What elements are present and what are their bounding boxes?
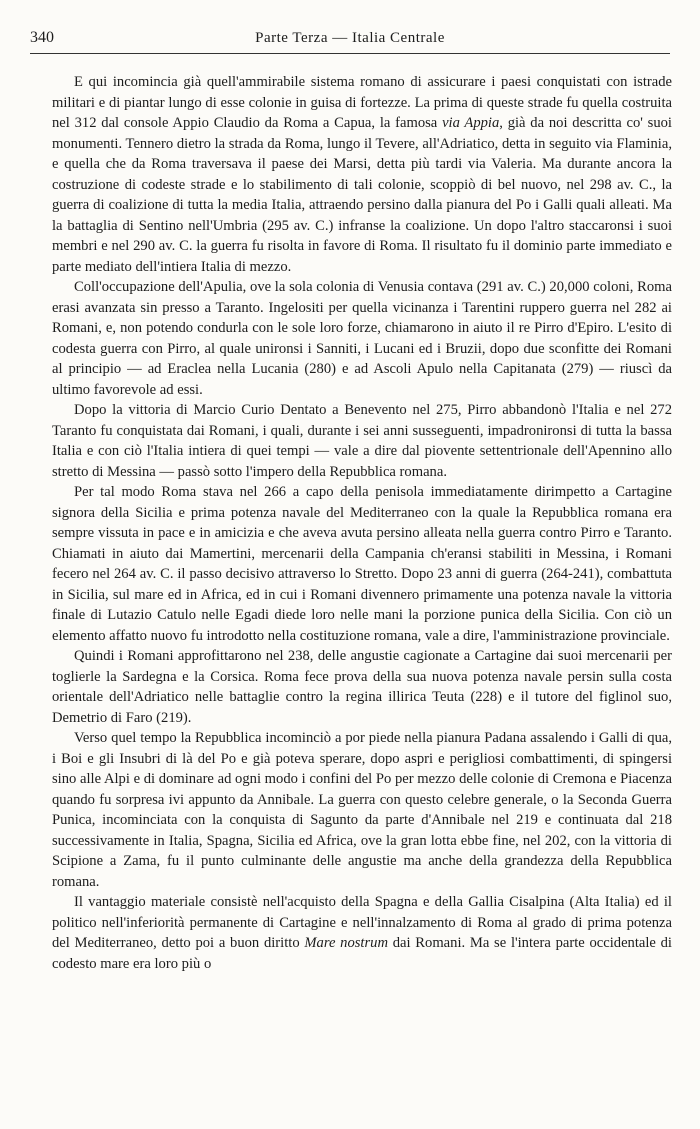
paragraph: Quindi i Romani approfittarono nel 238, delle angustie cagionate a Cartagine dai suoi mercenarii per toglierle la Sardegna e la Corsica. Roma fece prova della sua nuova potenza navale persin sulla costa orientale dell'Adriatico nelle battaglie contro la regina illirica Teuta (228) e il tutore del figlinol suo, Demetrio di Faro (219). — [52, 648, 672, 726]
page-number: 340 — [30, 29, 54, 46]
page-header — [30, 27, 670, 54]
page-body — [52, 72, 672, 974]
paragraph: Verso quel tempo la Repubblica incominciò a por piede nella pianura Padana assalendo i Galli di qua, i Boi e gli Insubri di là del Po e già poteva sperare, dopo aspri e perigliosi combattimenti, di spingersi sino alle Alpi e di dominare ad ogni modo i confini del Po per mezzo delle colonie di Cremona e Piacenza quando fu sorpresa ivi appunto da Annibale. La guerra con questo celebre generale, o la Seconda Guerra Punica, incominciata con la conquista di Sagunto da parte d'Annibale nel 219 e continuata dal 218 successivamente in Italia, Spagna, Sicilia ed Africa, ove la gran lotta ebbe fine, nel 202, con la vittoria di Scipione a Zama, fu il punto culminante delle angustie ma anche della grandezza della Repubblica romana. — [52, 730, 672, 890]
emphasis: Mare nostrum — [304, 935, 388, 951]
paragraph: E qui incomincia già quell'ammirabile sistema romano di assicurare i paesi conquistati con istrade militari e di piantar lungo di esse colonie in guisa di fortezze. La prima di queste strade fu quella costruita nel 312 dal console Appio Claudio da Roma a Capua, la famosa via Appia, già da noi descritta co' suoi monumenti. Tennero dietro la strada da Roma, lungo il Tevere, all'Adriatico, detta in seguito via Flaminia, e quella che da Roma traversava il paese dei Marsi, detta più tardi via Valeria. Ma durante ancora la costruzione di codeste strade e lo stabilimento di tali colonie, scoppiò di bel nuovo, nel 298 av. C., la guerra di coalizione di tutta la media Italia, attraendo persino dalla pianura del Po i Galli quali alleati. Ma la battaglia di Sentino nell'Umbria (295 av. C.) infranse la coalizione. Un dopo l'altro staccaronsi i suoi membri e nel 290 av. C. la guerra fu risolta in favore di Roma. Il risultato fu il dominio parte immediato e parte mediato dell'intiera Italia di mezzo. — [52, 74, 672, 275]
paragraph: Il vantaggio materiale consistè nell'acquisto della Spagna e della Gallia Cisalpina (Alta Italia) ed il politico nell'inferiorità permanente di Cartagine e nell'innalzamento di Roma al grado di prima potenza del Mediterraneo, detto poi a buon diritto Mare nostrum dai Romani. Ma se l'intera parte occidentale di codesto mare era loro più o — [52, 894, 672, 972]
running-title: Parte Terza — Italia Centrale — [255, 30, 445, 46]
paragraph: Per tal modo Roma stava nel 266 a capo della penisola immediatamente dirimpetto a Cartagine signora della Sicilia e prima potenza navale del Mediterraneo con la quale la Repubblica romana era sempre vissuta in pace e in amicizia e che aveva avuta persino alleata nella guerra contro Pirro e Taranto. Chiamati in aiuto dai Mamertini, mercenarii della Campania ch'eransi stabiliti in Messina, i Romani fecero nel 264 av. C. il passo decisivo attraverso lo Stretto. Dopo 23 anni di guerra (264-241), combattuta in Sicilia, sul mare ed in Africa, ed in cui i Romani divennero primamente una potenza navale la vittoria finale di Lutazio Catulo nelle Egadi diede loro nelle mani la porzione punica della Sicilia. Con ciò un elemento affatto nuovo fu introdotto nella costituzione romana, vale a dire, l'amministrazione provinciale. — [52, 484, 672, 644]
paragraph: Coll'occupazione dell'Apulia, ove la sola colonia di Venusia contava (291 av. C.) 20,000 coloni, Roma erasi avanzata sin presso a Taranto. Ingelositi per quella vicinanza i Tarentini ruppero guerra nel 282 ai Romani, e, non potendo condurla con le sole loro forze, chiamarono in aiuto il re Pirro d'Epiro. L'esito di codesta guerra con Pirro, al quale unironsi i Sanniti, i Lucani ed i Bruzii, dopo due sconfitte dei Romani al principio — ad Eraclea nella Lucania (280) e ad Ascoli Apulo nella Capitanata (279) — riuscì da ultimo favorevole ad essi. — [52, 279, 672, 398]
emphasis: via Appia — [442, 115, 500, 131]
paragraph: Dopo la vittoria di Marcio Curio Dentato a Benevento nel 275, Pirro abbandonò l'Italia e nel 272 Taranto fu conquistata dai Romani, i quali, durante i sei anni susseguenti, impadronironsi di tutta la bassa Italia e con ciò l'Italia intiera di quei tempi — vale a dire dal piovente settentrionale dell'Apennino allo stretto di Messina — passò sotto l'impero della Repubblica romana. — [52, 402, 672, 480]
